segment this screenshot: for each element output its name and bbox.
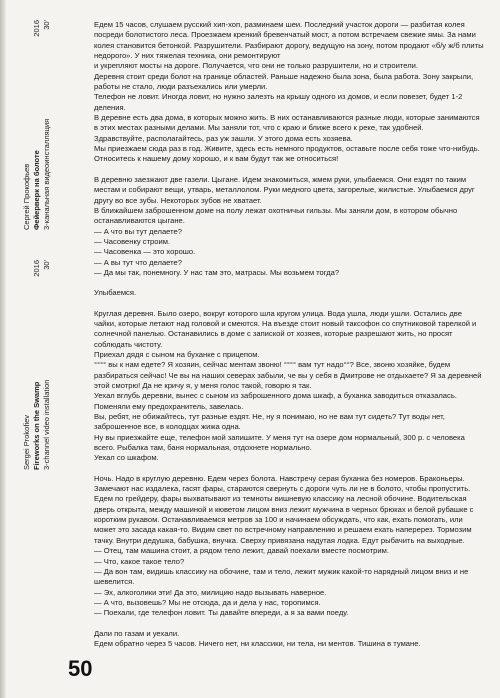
paragraph: Едем обратно через 5 часов. Ничего нет, ни классики, ни тела, ни ментов. Тишина в тумане. <box>94 638 421 648</box>
body-text <box>94 20 484 649</box>
caption-spec-row-en <box>42 260 52 470</box>
paragraph: Телефон не ловит. Иногда ловит, но нужно залезть на крышу одного из домов, и если повезет, будет 1-2 деления. <box>94 92 463 112</box>
paragraph: Вы, ребят, не обижайтесь, тут разные ездят. Не, ну я понимаю, но не вам тут сидеть? Тут воды нет, заброшенное все, в колодцах жижа одна. <box>94 412 445 432</box>
paragraph: °°°° вы к нам едете? Я хозяин, сейчас ментам звоню! °°°° вам тут надо°°? Все, звоню хозяйке, будем разбираться сейчас! Че вы на наших северах забыли, че вы у себя в Дмитрове не отдыхаете? Я за деревней этой смотрю! Да не кричу я, у меня голос такой, говорю я так. <box>94 360 482 390</box>
paragraph: — А что вы тут делаете? <box>94 226 182 236</box>
paragraph: — Что, какое такое тело? <box>94 556 185 566</box>
paragraph: — Часовенка — это хорошо. <box>94 247 196 257</box>
page-number: 50 <box>68 656 93 681</box>
paragraph-gap <box>94 278 484 288</box>
paragraph: Приехал дядя с сыном на буханке с прицепом. <box>94 349 260 359</box>
paragraph: — Да мы так, понемногу. У нас там это, матрасы. Мы возьмем тогда? <box>94 267 340 277</box>
paragraph: — Поехали, где телефон ловит. Ты давайте впереди, а я за вами поеду. <box>94 608 349 618</box>
paragraph: и укрепляют мосты на дороге. Получается, что они не только разрушители, но и строители. <box>94 61 418 71</box>
caption-duration-ru: 30' <box>42 20 51 30</box>
paragraph: Уехал со шкафом. <box>94 453 159 463</box>
paragraph: — Да вон там, видишь классику на обочине, там и тело, лежит мужик какой-то нарядный лицом вниз и не шевелится. <box>94 566 469 587</box>
paragraph-gap <box>94 619 484 629</box>
paragraph: — Эх, алкоголики эти! Да это, милицию надо вызывать наверное. <box>94 587 327 597</box>
paragraph: Ночь. Надо в круглую деревню. Едем через болота. Навстречу серая буханка без номеров. Браконьеры. Замечают нас издалека, гасят фары, стараются свернуть с дороги чуть ли не в болото, чтобы пропустить. Едем по грейдеру, фары выхватывают из темноты вишневую классику на лесной обочине. Водительская дверь открыта, между машиной и кюветом лицом вниз лежит мужчина в черных брюках и белой рубашке с коротким рукавом. Останавливаемся метров за 100 и начинаем обсуждать, что как, ехать помогать, или может это засада какая-то. Видим свет по встречному направлению и решаем ехать наперерез. Тормозим тачку. Внутри дедушка, бабушка, внучка. Сверху привязана надутая лодка. Едут рыбачить на выходные. <box>94 473 474 545</box>
caption-author-ru: Сергей Прокофьев <box>22 163 31 230</box>
paragraph: В ближайшем заброшенном доме на полу лежат охотничьи гильзы. Мы заняли дом, в котором обычно останавливаются цыгане. <box>94 205 458 226</box>
paragraph: — А что, вызовешь? Мы не отсюда, да и дела у нас, торопимся. <box>94 597 321 607</box>
paragraph: Деревня стоит среди болот на границе областей. Раньше надежно была зона, была работа. Зону закрыли, работы не стало, люди разъехались или умерли. <box>94 71 474 92</box>
caption-spec-en: 3-channel video installation <box>42 379 51 470</box>
caption-title-ru: Фейерверк на болоте <box>32 150 41 230</box>
paragraph: Дали по газам и уехали. <box>94 628 180 638</box>
caption-spec-row-ru <box>42 20 52 230</box>
paragraph: Едем 15 часов, слушаем русский хип-хоп, разминаем шеи. Последний участок дороги — разбитая колея посреди болотистого леса. Проезжаем кренкий бревенчатый мост, а потом встречаем свежие ямы. За нами колея становится бетонкой. Разрушители. Разбирают дорогу, ведущую на зону, потом продают «б/у ж/б плиты недорого». У них тяжелая техника, они ремонтируют <box>94 20 484 61</box>
paragraph: В деревне есть два дома, в которых можно жить. В них останавливаются разные люди, которые занимаются в этих местах разными делами. Мы заняли тот, что с краю и ближе всего к реке, так удобней. <box>94 113 480 133</box>
paragraph: Улыбаемся. <box>94 288 137 298</box>
paragraph-gap <box>94 299 484 309</box>
paragraph: В деревню заезжают две газели. Цыгане. Идем знакомиться, жмем руки, улыбаемся. Они ездят по таким местам и собирают вещи, утварь, металлолом. Руки медного цвета, загорелые, жилистые. Улыбаемся друг другу во все зубы. Некоторых зубов не хватает. <box>94 174 475 205</box>
paragraph: Ну вы приезжайте еще, телефон мой запишите. У меня тут на озере дом нормальный, 300 р. с человека всего. Рыбалка там, баня нормальная, отдохнете нормально. <box>94 432 465 453</box>
paragraph-gap <box>94 464 484 474</box>
caption-russian <box>22 20 52 230</box>
caption-title-en: Fireworks on the Swamp <box>32 381 41 470</box>
caption-year-ru: 2016 <box>32 20 41 37</box>
paragraph: Круглая деревня. Было озеро, вокруг которого шла кругом улица. Вода ушла, люди ушли. Остались две чайки, которые летают над головой и смеются. На въезде стоит новый таксофон со спутниковой тарелкой и солнечной панелью. Останавились в доме с запиской от хозяев, которые разрешают жить, но просят соблюдать чистоту. <box>94 308 477 349</box>
paragraph: Здравствуйте, располагайтесь, раз уж зашли. У этого дома есть хозяева. <box>94 133 353 143</box>
caption-author-en: Sergei Prokofiev <box>22 414 31 470</box>
caption-spec-ru: 3-канальная видеоинсталляция <box>42 118 51 230</box>
paragraph: — А вы тут что делаете? <box>94 257 182 267</box>
paragraph: — Часовенку строим. <box>94 236 171 246</box>
caption-duration-en: 30' <box>42 260 51 270</box>
caption-title-row-en <box>32 260 42 470</box>
page-spine-shadow <box>0 0 6 698</box>
caption-title-row-ru <box>32 20 42 230</box>
caption-english <box>22 260 52 470</box>
paragraph-gap <box>94 165 484 175</box>
paragraph: — Отец, там машина стоит, а рядом тело лежит, давай поехали вместе посмотрим. <box>94 546 389 556</box>
paragraph: Уехал вглубь деревни, вынес с сыном из заброшенного дома шкаф, а буханка заводиться отказалась. Поменяли ему предохранитель, завелась. <box>94 391 457 411</box>
caption-year-en: 2016 <box>32 260 41 277</box>
paragraph: Мы приезжаем сюда раз в год. Живите, здесь есть немного продуктов, оставьте после себя тоже что-нибудь. Относитесь к нашему дому хорошо, и к вам будут так же относиться! <box>94 144 480 164</box>
